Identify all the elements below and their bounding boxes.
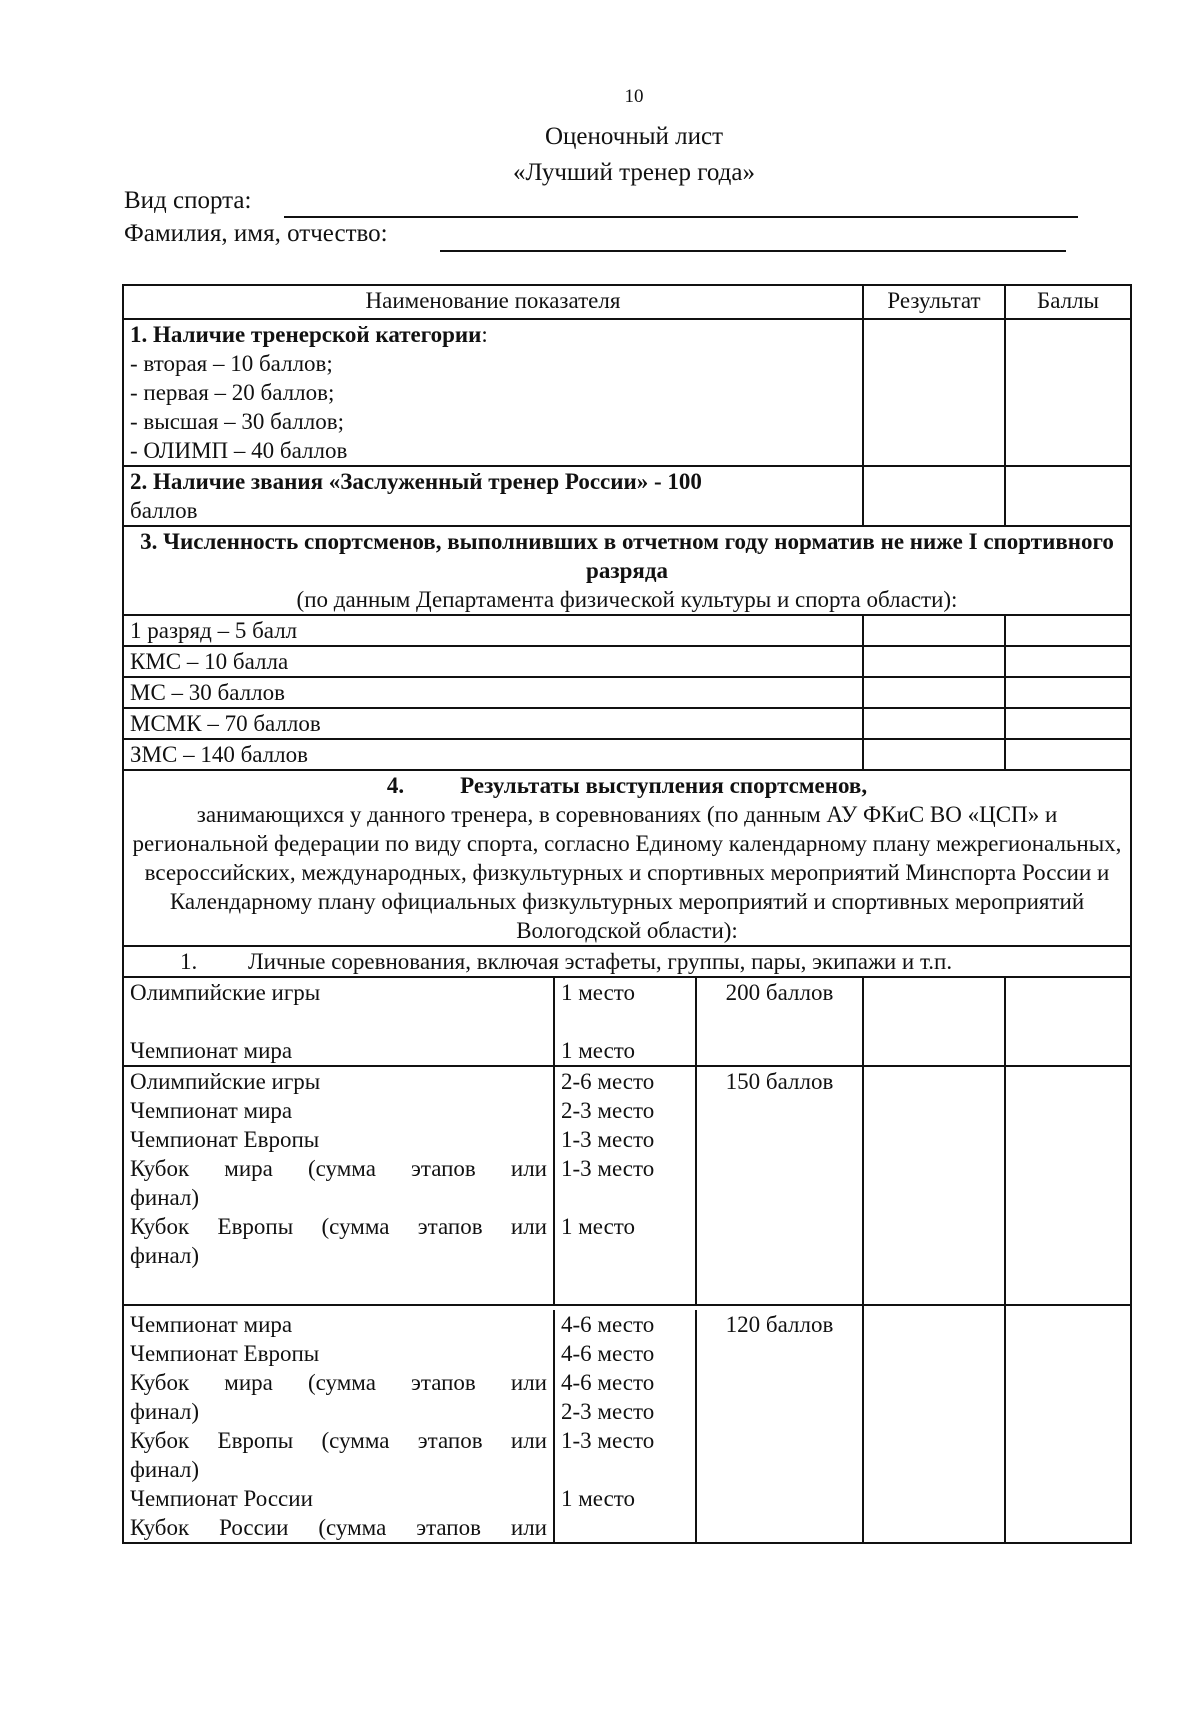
event-name-cont: финал) — [130, 1185, 200, 1210]
table-row — [123, 677, 1131, 708]
rank-label: 1 разряд – 5 балл — [123, 615, 863, 646]
section3-header-cell — [123, 526, 1131, 615]
award-group-inner — [124, 1067, 862, 1304]
award-points: 200 баллов — [725, 980, 834, 1005]
points-cell[interactable] — [1005, 319, 1131, 466]
sport-field-label: Вид спорта: — [124, 187, 252, 214]
award-points: 120 баллов — [725, 1312, 834, 1337]
event-place: 2-3 место — [561, 1098, 655, 1123]
event-name-cont: финал) — [130, 1457, 200, 1482]
document-subtitle: «Лучший тренер года» — [513, 159, 755, 186]
result-cell[interactable] — [863, 977, 1005, 1066]
table-row — [123, 739, 1131, 770]
event-place: 2-3 место — [561, 1399, 655, 1424]
points-cell[interactable] — [1005, 739, 1131, 770]
result-cell[interactable] — [863, 708, 1005, 739]
section4-text: занимающихся у данного тренера, в соревнованиях (по данным АУ ФКиС ВО «ЦСП» и региональной федерации по виду спорта, согласно Единому календарному плану межрегиональных, всероссийских, международных, физкультурных и спортивных мероприятий Минспорта России и Календарному плану официальных физкультурных мероприятий и спортивных мероприятий Вологодской области): — [132, 802, 1122, 943]
section3-header-row — [123, 526, 1131, 615]
award-points: 150 баллов — [725, 1069, 834, 1094]
sport-field-line[interactable] — [284, 216, 1078, 218]
rank-label: ЗМС – 140 баллов — [123, 739, 863, 770]
rank-label: КМС – 10 балла — [123, 646, 863, 677]
header-indicator: Наименование показателя — [123, 285, 863, 319]
event-place: 1 место — [561, 1486, 636, 1511]
event-place: 4-6 место — [561, 1370, 655, 1395]
result-cell[interactable] — [863, 739, 1005, 770]
points-cell[interactable] — [1005, 615, 1131, 646]
points-cell[interactable] — [1005, 708, 1131, 739]
award-group-inner — [124, 978, 862, 1065]
table-row — [123, 646, 1131, 677]
result-cell[interactable] — [863, 646, 1005, 677]
event-place: 2-6 место — [561, 1069, 655, 1094]
event-name: Чемпионат мира — [130, 1098, 293, 1123]
section4-header-row — [123, 770, 1131, 946]
list-item: - первая – 20 баллов; — [130, 380, 335, 405]
event-name: Чемпионат Европы — [130, 1341, 320, 1366]
event-name: Олимпийские игры — [130, 980, 321, 1005]
section3-title: 3. Численность спортсменов, выполнивших в отчетном году норматив не ниже I спортивного разряда — [140, 529, 1114, 583]
subsection1-number: 1. — [180, 949, 198, 974]
event-place: 1-3 место — [561, 1156, 655, 1181]
event-name: Кубок Европы (сумма этапов или — [130, 1214, 547, 1239]
event-name-cont: финал) — [130, 1399, 200, 1424]
event-name: Олимпийские игры — [130, 1069, 321, 1094]
subsection1-cell — [123, 946, 1131, 977]
event-name: Кубок мира (сумма этапов или — [130, 1156, 547, 1181]
event-place: 1-3 место — [561, 1127, 655, 1152]
points-cell[interactable] — [1005, 1305, 1131, 1543]
list-item: - высшая – 30 баллов; — [130, 409, 344, 434]
list-item: - вторая – 10 баллов; — [130, 351, 333, 376]
points-cell[interactable] — [1005, 466, 1131, 526]
section1-cell: 1. Наличие тренерской категории: - вторая – 10 баллов; - первая – 20 баллов; - высшая – 30 баллов; - ОЛИМП – 40 баллов — [123, 319, 863, 466]
event-place: 4-6 место — [561, 1312, 655, 1337]
event-place: 1-3 место — [561, 1428, 655, 1453]
event-name: Кубок мира (сумма этапов или — [130, 1370, 547, 1395]
event-name: Кубок России (сумма этапов или — [130, 1515, 547, 1540]
header-points: Баллы — [1005, 285, 1131, 319]
table-row — [123, 708, 1131, 739]
event-place: 4-6 место — [561, 1341, 655, 1366]
result-cell[interactable] — [863, 1066, 1005, 1305]
section1-title: 1. Наличие тренерской категории — [130, 322, 482, 347]
event-name: Чемпионат мира — [130, 1312, 293, 1337]
award-group-cell — [123, 977, 863, 1066]
table-row — [123, 615, 1131, 646]
result-cell[interactable] — [863, 1305, 1005, 1543]
award-group-cell — [123, 1305, 863, 1543]
event-name-cont: финал) — [130, 1243, 200, 1268]
name-field-line[interactable] — [440, 250, 1066, 252]
name-field-label: Фамилия, имя, отчество: — [124, 220, 388, 247]
section2-title-cont: баллов — [130, 498, 198, 523]
section4-number: 4. — [386, 773, 405, 798]
section1-row — [123, 319, 1131, 466]
page-number: 10 — [624, 86, 644, 107]
subsection1-row — [123, 946, 1131, 977]
award-group-row — [123, 1305, 1131, 1543]
points-cell[interactable] — [1005, 646, 1131, 677]
section3-note: (по данным Департамента физической культуры и спорта области): — [296, 587, 958, 612]
award-group-row — [123, 977, 1131, 1066]
points-cell[interactable] — [1005, 1066, 1131, 1305]
rank-label: МС – 30 баллов — [123, 677, 863, 708]
section2-title: 2. Наличие звания «Заслуженный тренер России» - 100 — [130, 469, 702, 494]
section2-row — [123, 466, 1131, 526]
result-cell[interactable] — [863, 466, 1005, 526]
section4-header-cell — [123, 770, 1131, 946]
event-name: Чемпионат мира — [130, 1038, 293, 1063]
rank-label: МСМК – 70 баллов — [123, 708, 863, 739]
document-title: Оценочный лист — [544, 123, 723, 150]
table-header-row — [123, 285, 1131, 319]
result-cell[interactable] — [863, 677, 1005, 708]
event-place: 1 место — [561, 1214, 636, 1239]
event-place: 1 место — [561, 980, 636, 1005]
result-cell[interactable] — [863, 319, 1005, 466]
award-group-cell — [123, 1066, 863, 1305]
list-item: - ОЛИМП – 40 баллов — [130, 438, 348, 463]
points-cell[interactable] — [1005, 977, 1131, 1066]
award-group-inner — [124, 1310, 862, 1542]
points-cell[interactable] — [1005, 677, 1131, 708]
section4-title: Результаты выступления спортсменов, — [460, 773, 868, 798]
event-name: Кубок Европы (сумма этапов или — [130, 1428, 547, 1453]
result-cell[interactable] — [863, 615, 1005, 646]
award-group-row — [123, 1066, 1131, 1305]
event-name: Чемпионат России — [130, 1486, 313, 1511]
event-name: Чемпионат Европы — [130, 1127, 320, 1152]
subsection1-title: Личные соревнования, включая эстафеты, группы, пары, экипажи и т.п. — [248, 949, 953, 974]
event-place: 1 место — [561, 1038, 636, 1063]
section2-cell — [123, 466, 863, 526]
evaluation-table — [122, 284, 1132, 1544]
header-result: Результат — [863, 285, 1005, 319]
